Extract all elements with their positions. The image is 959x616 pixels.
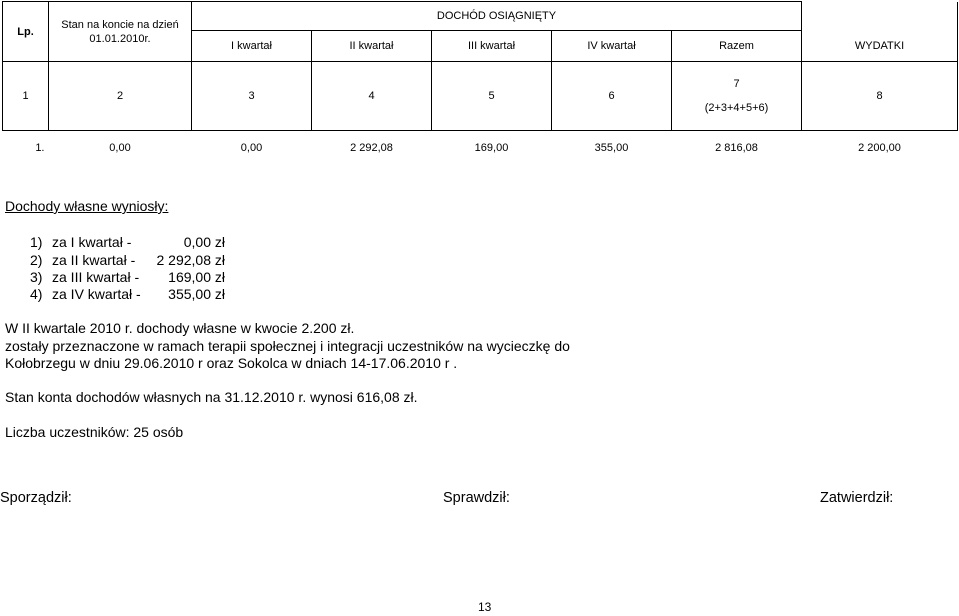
section-heading: Dochody własne wyniosły: — [5, 198, 169, 214]
cell-value: 2 816,08 — [715, 141, 758, 154]
participants-count: Liczba uczestników: 25 osób — [5, 424, 184, 440]
paragraph-line: zostały przeznaczone w ramach terapii społecznej i integracji uczestników na wycieczkę do — [5, 338, 570, 354]
approved-by-label: Zatwierdził: — [820, 490, 894, 506]
checked-by-label: Sprawdził: — [443, 490, 510, 506]
total-header: Razem — [672, 31, 802, 62]
list-item-number: 1) — [30, 234, 43, 250]
q2-header: II kwartał — [312, 31, 432, 62]
income-header: DOCHÓD OSIĄGNIĘTY — [192, 2, 802, 31]
list-item-label: za II kwartał - — [52, 252, 136, 268]
q4-header: IV kwartał — [552, 31, 672, 62]
list-item-number: 4) — [30, 286, 43, 302]
col-number: 8 — [802, 62, 958, 131]
col-number-total: 7 (2+3+4+5+6) — [672, 62, 802, 131]
income-table — [2, 1, 958, 165]
cell-value: 355,00 — [594, 141, 629, 154]
cell-value: 0,00 — [109, 141, 131, 154]
col-number: 4 — [312, 62, 432, 131]
q1-header: I kwartał — [192, 31, 312, 62]
list-item-value: 2 292,08 zł — [156, 252, 225, 268]
col-number: 2 — [49, 62, 192, 131]
cell-value: 2 292,08 — [350, 141, 393, 154]
cell-value: 0,00 — [240, 141, 263, 154]
list-item-value: 0,00 zł — [183, 234, 225, 250]
cell-value: 2 200,00 — [858, 141, 901, 154]
q3-header: III kwartał — [432, 31, 552, 62]
col-number: 5 — [432, 62, 552, 131]
opening-balance-header: Stan na koncie na dzień 01.01.2010r. — [49, 2, 192, 62]
row-lp: 1. — [35, 141, 45, 154]
lp-header: Lp. — [3, 2, 49, 62]
list-item-label: za IV kwartał - — [52, 286, 141, 302]
prepared-by-label: Sporządził: — [0, 490, 72, 506]
paragraph-line: Kołobrzegu w dniu 29.06.2010 r oraz Sokolca w dniach 14-17.06.2010 r . — [5, 355, 458, 371]
list-item-value: 169,00 zł — [168, 269, 225, 285]
balance-statement: Stan konta dochodów własnych na 31.12.2010 r. wynosi 616,08 zł. — [5, 389, 418, 405]
expenses-header: WYDATKI — [802, 2, 958, 62]
list-item-value: 355,00 zł — [168, 286, 225, 302]
col-number: 1 — [3, 62, 49, 131]
list-item-number: 2) — [30, 252, 43, 268]
col-number: 3 — [192, 62, 312, 131]
paragraph-line: W II kwartale 2010 r. dochody własne w kwocie 2.200 zł. — [5, 320, 355, 336]
list-item-label: za III kwartał - — [52, 269, 140, 285]
page-number: 13 — [478, 600, 492, 614]
list-item-number: 3) — [30, 269, 43, 285]
cell-value: 169,00 — [474, 141, 509, 154]
list-item-label: za I kwartał - — [52, 234, 132, 250]
col-number: 6 — [552, 62, 672, 131]
